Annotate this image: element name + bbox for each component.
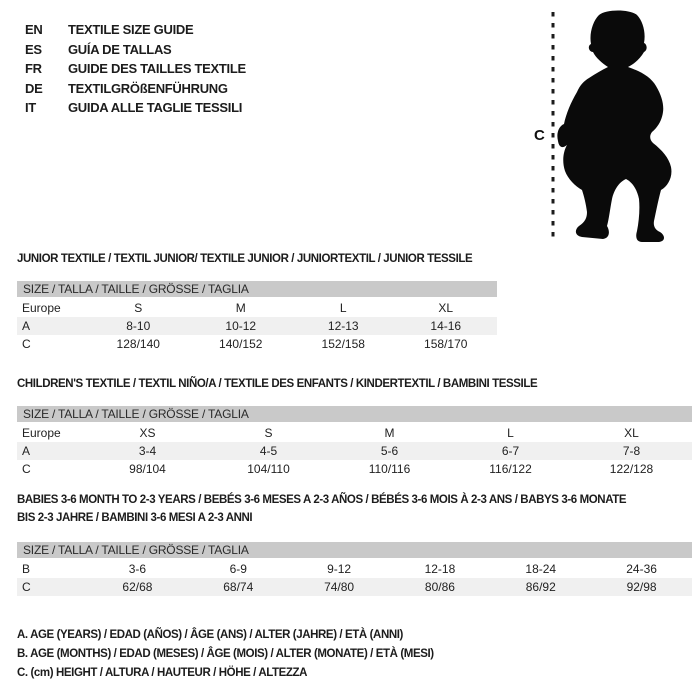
language-label: GUIDE DES TAILLES TEXTILE (68, 61, 246, 77)
table-cell: XL (438, 301, 454, 315)
table-cell: 122/128 (609, 462, 654, 476)
table-cell: 5-6 (380, 444, 399, 458)
children-table (17, 424, 692, 478)
babies-table-section (17, 491, 692, 596)
language-row (25, 98, 246, 118)
table-cell: XL (624, 426, 639, 440)
table-row (17, 460, 692, 478)
size-header-bar: SIZE / TALLA / TAILLE / GRÖSSE / TAGLIA (17, 406, 692, 422)
children-table-section (17, 377, 692, 478)
language-row (25, 59, 246, 79)
row-label: C (22, 337, 31, 351)
language-code: FR (25, 61, 42, 77)
height-label: C (534, 127, 545, 144)
footnote-list (17, 626, 434, 683)
table-cell: 110/116 (368, 462, 411, 476)
table-cell: 12-18 (424, 562, 456, 576)
language-label: TEXTILGRÖßENFÜHRUNG (68, 80, 228, 96)
table-cell: 7-8 (622, 444, 641, 458)
footnote-line: A. AGE (YEARS) / EDAD (AÑOS) / ÂGE (ANS) / ALTER (JAHRE) / ETÀ (ANNI) (17, 629, 403, 641)
table-cell: 9-12 (327, 562, 352, 576)
table-cell: 104/110 (247, 462, 290, 476)
table-cell: 140/152 (219, 337, 263, 351)
table-row (17, 560, 692, 578)
language-list (25, 20, 246, 118)
table-row (17, 442, 692, 460)
table-cell: 18-24 (525, 562, 557, 576)
baby-silhouette-icon (557, 11, 671, 243)
table-cell: 14-16 (430, 319, 462, 333)
table-row (17, 335, 497, 353)
children-table-title: CHILDREN'S TEXTILE / TEXTIL NIÑO/A / TEXTILE DES ENFANTS / KINDERTEXTIL / BAMBINI TESSILE (17, 378, 538, 390)
language-code: ES (25, 41, 42, 57)
table-cell: 12-13 (327, 319, 359, 333)
table-cell: 62/68 (122, 580, 153, 594)
table-cell: L (339, 301, 347, 315)
table-cell: 128/140 (116, 337, 160, 351)
table-cell: 86/92 (525, 580, 556, 594)
row-label: B (22, 562, 31, 576)
language-code: DE (25, 80, 43, 96)
language-row (25, 79, 246, 99)
language-label: GUIDA ALLE TAGLIE TESSILI (68, 100, 243, 116)
junior-table-title: JUNIOR TEXTILE / TEXTIL JUNIOR/ TEXTILE JUNIOR / JUNIORTEXTIL / JUNIOR TESSILE (17, 253, 473, 265)
table-cell: 24-36 (626, 562, 657, 576)
table-row (17, 317, 497, 335)
table-row (17, 424, 692, 442)
junior-table (17, 299, 497, 353)
table-cell: 4-5 (259, 444, 278, 458)
junior-table-section (17, 252, 497, 353)
table-cell: 116/122 (489, 462, 532, 476)
language-code: IT (25, 100, 36, 116)
table-cell: 3-6 (128, 562, 147, 576)
language-row (25, 40, 246, 60)
baby-figure (500, 0, 700, 250)
size-header-bar: SIZE / TALLA / TAILLE / GRÖSSE / TAGLIA (17, 542, 692, 558)
table-cell: 158/170 (424, 337, 468, 351)
footnote-line: C. (cm) HEIGHT / ALTURA / HAUTEUR / HÖHE / ALTEZZA (17, 667, 308, 679)
table-row (17, 299, 497, 317)
table-cell: M (235, 301, 246, 315)
row-label: A (22, 444, 31, 458)
table-cell: S (264, 426, 273, 440)
table-row (17, 578, 692, 596)
table-cell: L (507, 426, 514, 440)
row-label: A (22, 319, 31, 333)
table-cell: 98/104 (129, 462, 166, 476)
language-code: EN (25, 22, 43, 38)
language-label: GUÍA DE TALLAS (68, 41, 172, 57)
size-header-bar: SIZE / TALLA / TAILLE / GRÖSSE / TAGLIA (17, 281, 497, 297)
table-cell: XS (139, 426, 156, 440)
table-cell: S (134, 301, 143, 315)
table-cell: 80/86 (424, 580, 455, 594)
footnote-line: B. AGE (MONTHS) / EDAD (MESES) / ÂGE (MOIS) / ALTER (MONATE) / ETÀ (MESI) (17, 648, 434, 660)
table-cell: 3-4 (138, 444, 157, 458)
language-label: TEXTILE SIZE GUIDE (68, 22, 194, 38)
table-cell: 74/80 (324, 580, 355, 594)
table-cell: 68/74 (223, 580, 254, 594)
table-cell: 8-10 (126, 319, 151, 333)
table-cell: 92/98 (626, 580, 657, 594)
row-label: Europe (22, 426, 61, 440)
row-label: C (22, 462, 31, 476)
table-cell: M (384, 426, 395, 440)
table-cell: 152/158 (321, 337, 365, 351)
babies-table (17, 560, 692, 596)
table-cell: 6-7 (501, 444, 520, 458)
row-label: Europe (22, 301, 61, 315)
table-cell: 6-9 (229, 562, 247, 576)
language-row (25, 20, 246, 40)
row-label: C (22, 580, 31, 594)
table-cell: 10-12 (225, 319, 257, 333)
baby-figure-svg (500, 0, 700, 250)
babies-table-title: BABIES 3-6 MONTH TO 2-3 YEARS / BEBÉS 3-6 MESES A 2-3 AÑOS / BÉBÉS 3-6 MOIS À 2-3 ANS / BABYS 3-6 MONATE BIS 2-3 JAHRE / BAMBINI 3-6 MESI A 2-3 ANNI (17, 494, 627, 524)
